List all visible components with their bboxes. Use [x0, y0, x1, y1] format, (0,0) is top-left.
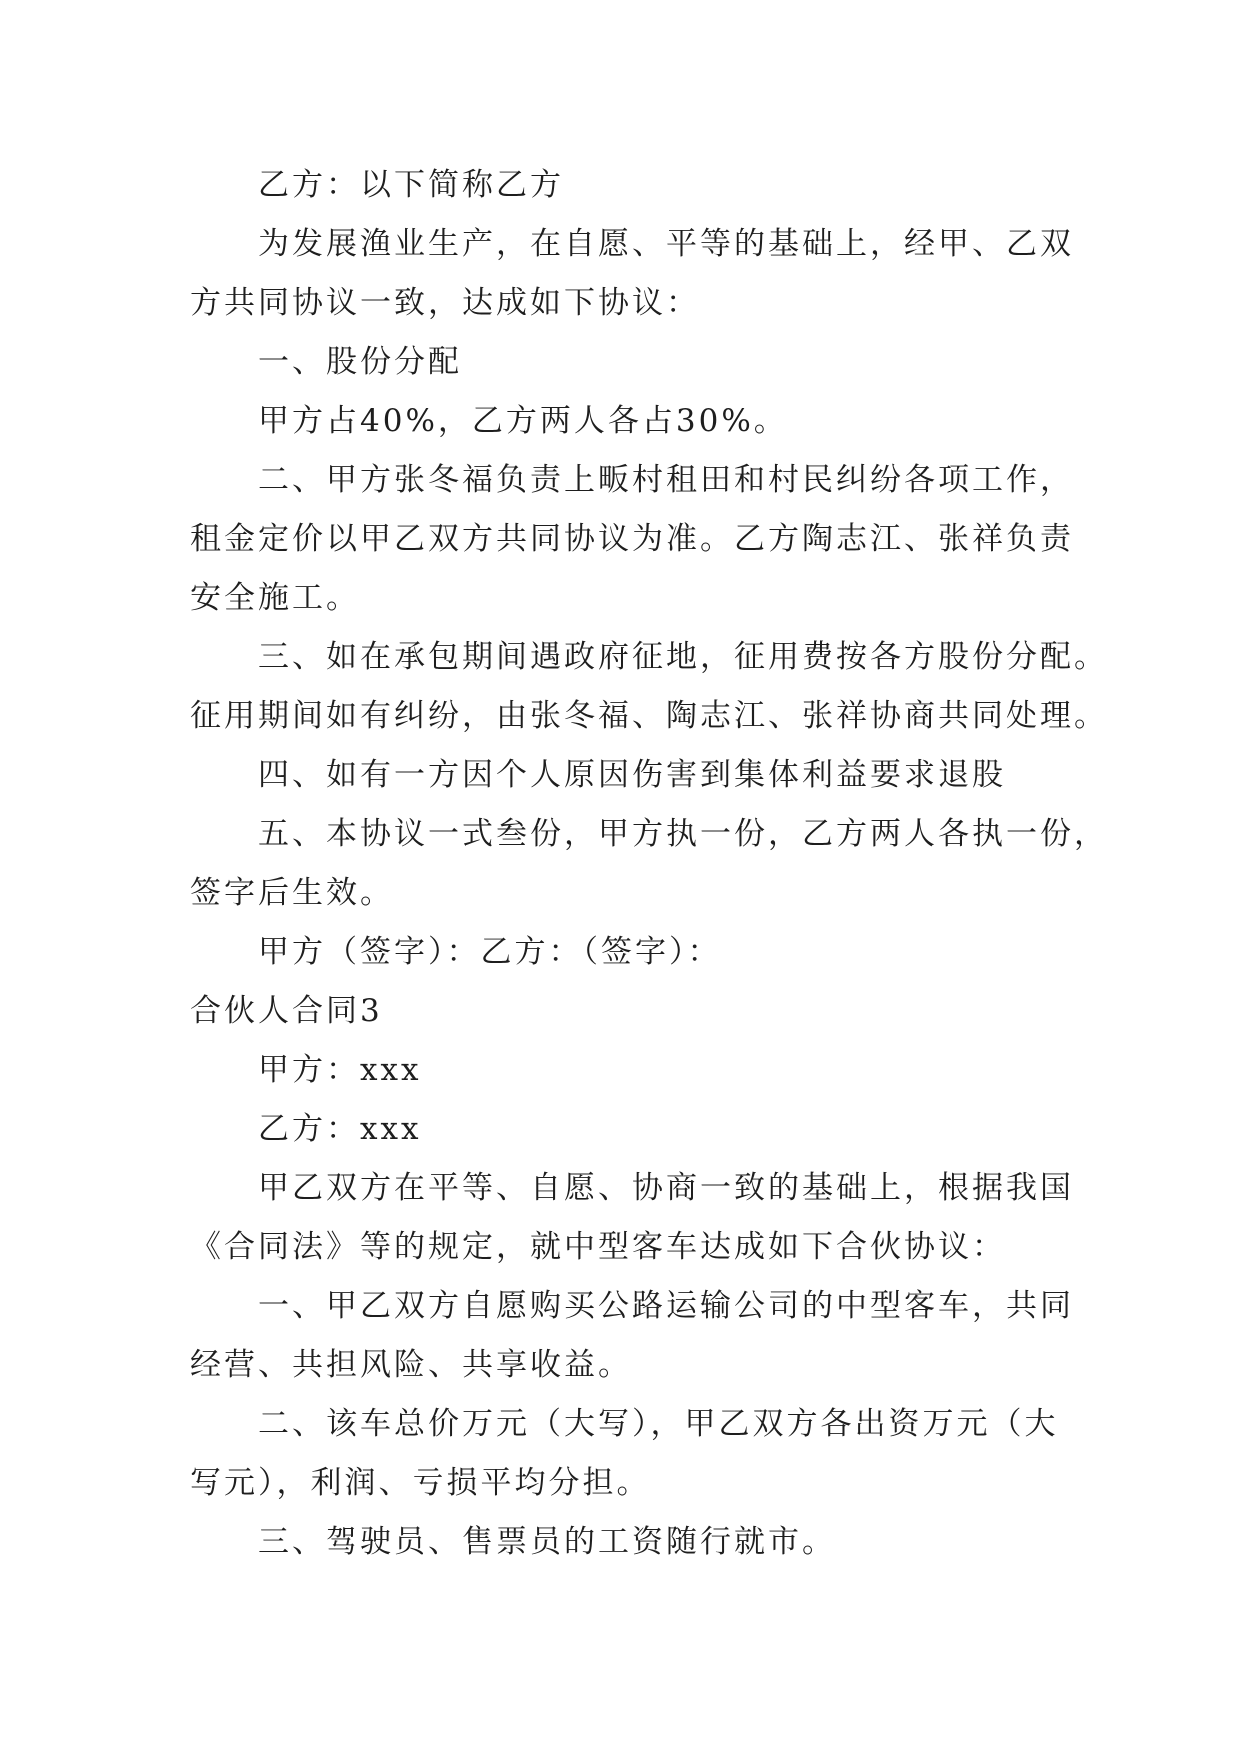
text-line: 经营、共担风险、共享收益。 [190, 1347, 632, 1383]
text-line: 四、如有一方因个人原因伤害到集体利益要求退股 [258, 757, 1006, 793]
text-line: 安全施工。 [190, 580, 360, 616]
section-heading: 一、股份分配 [258, 344, 462, 380]
text-line: 二、该车总价万元（大写），甲乙双方各出资万元（大 [258, 1406, 1059, 1442]
text-line: 三、如在承包期间遇政府征地，征用费按各方股份分配。 [258, 639, 1108, 675]
party-b-line: 乙方：xxx [258, 1111, 422, 1147]
text-line: 为发展渔业生产，在自愿、平等的基础上，经甲、乙双 [258, 226, 1074, 262]
text-line: 甲方占40%，乙方两人各占30%。 [258, 403, 788, 439]
text-line: 租金定价以甲乙双方共同协议为准。乙方陶志江、张祥负责 [190, 521, 1074, 557]
text-line: 二、甲方张冬福负责上畈村租田和村民纠纷各项工作， [258, 462, 1074, 498]
text-line: 甲乙双方在平等、自愿、协商一致的基础上，根据我国 [258, 1170, 1074, 1206]
text-line: 一、甲乙双方自愿购买公路运输公司的中型客车，共同 [258, 1288, 1074, 1324]
party-a-line: 甲方：xxx [258, 1052, 422, 1088]
text-line: 写元），利润、亏损平均分担。 [190, 1465, 651, 1501]
text-line: 征用期间如有纠纷，由张冬福、陶志江、张祥协商共同处理。 [190, 698, 1108, 734]
text-line: 三、驾驶员、售票员的工资随行就市。 [258, 1524, 836, 1560]
text-line: 方共同协议一致，达成如下协议： [190, 285, 700, 321]
document-body [190, 156, 1108, 1572]
text-line: 签字后生效。 [190, 875, 394, 911]
text-line: 五、本协议一式叁份，甲方执一份，乙方两人各执一份， [258, 816, 1108, 852]
document-title: 合伙人合同3 [190, 993, 383, 1029]
text-line: 《合同法》等的规定，就中型客车达成如下合伙协议： [190, 1229, 1006, 1265]
text-line: 乙方：以下简称乙方 [258, 167, 564, 203]
signature-line: 甲方（签字）：乙方：（签字）： [258, 934, 722, 970]
